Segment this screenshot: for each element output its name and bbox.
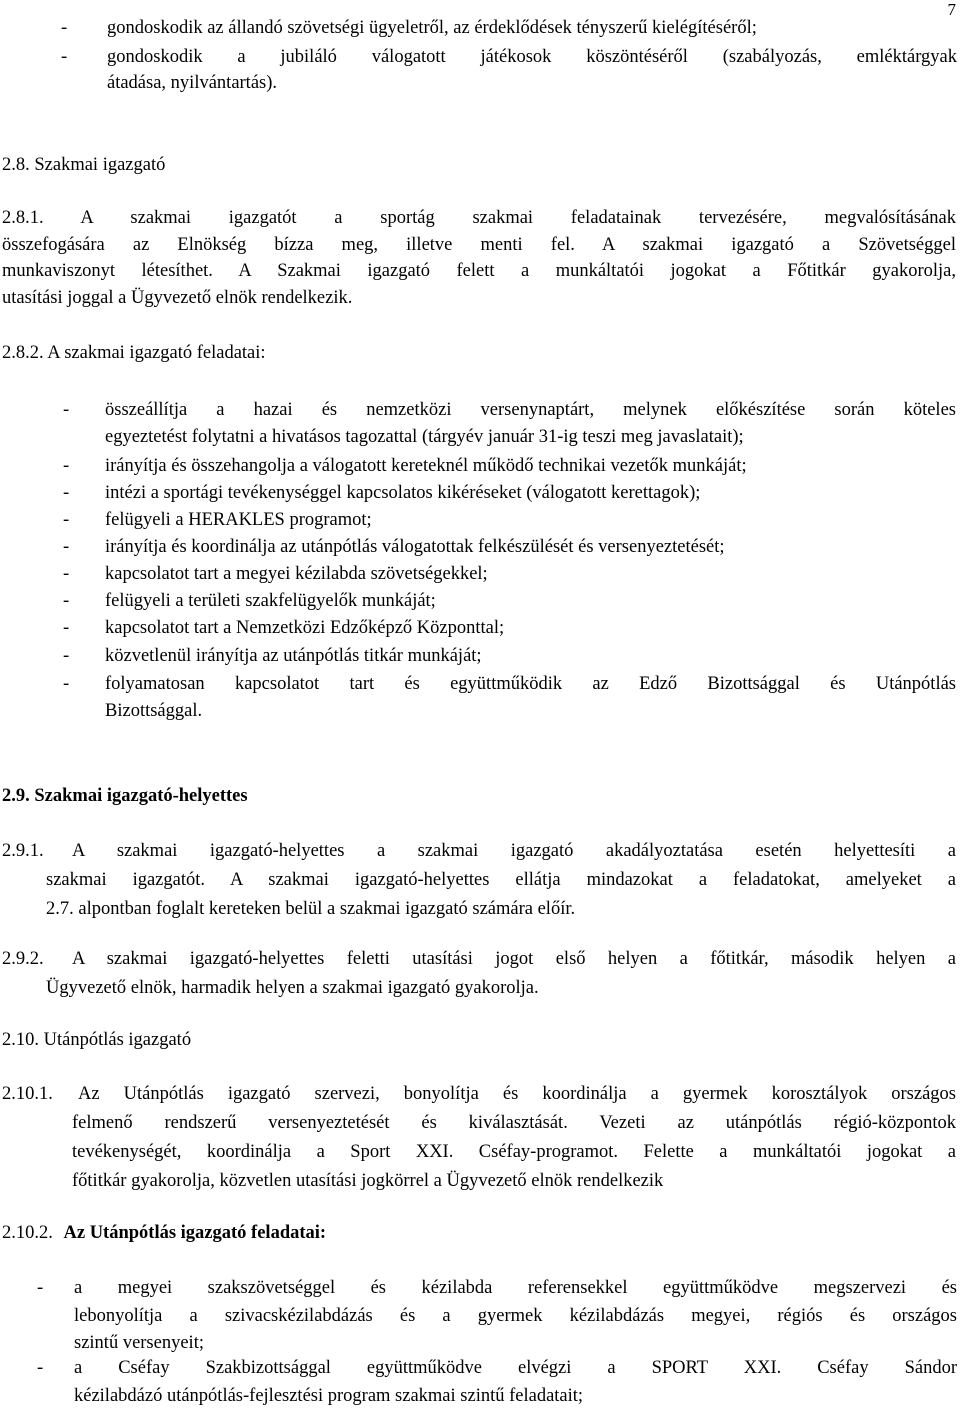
paragraph-line: tevékenységét, koordinálja a Sport XXI. Cséfay-programot. Felette a munkáltatói jogokat a [72,1142,956,1162]
list-item-line: folyamatosan kapcsolatot tart és együttműködik az Edző Bizottsággal és Utánpótlás [105,674,956,694]
list-item-text: gondoskodik az állandó szövetségi ügyeletről, az érdeklődések tényszerű kielégítéséről; [107,18,757,38]
list-item-line: szintű versenyeit; [74,1333,204,1353]
paragraph-line: Az Utánpótlás igazgató szervezi, bonyolítja és koordinálja a gyermek korosztályok országos [78,1084,956,1104]
list-item-text [74,1275,957,1358]
list-item [37,1275,957,1358]
list-item-line: Bizottsággal. [105,700,203,721]
list-dash: - [37,1358,44,1378]
list-item-text: közvetlenül irányítja az utánpótlás titkár munkáját; [105,646,482,666]
paragraph-2-9-2 [2,945,956,1003]
list-item [63,534,956,561]
list-dash: - [63,674,70,694]
list-dash: - [63,564,70,584]
list-item-text [105,671,956,724]
list-dash: - [61,18,68,38]
paragraph-number: 2.10.1. [2,1084,53,1104]
list-dash: - [61,47,68,67]
list-dash: - [63,618,70,638]
paragraph-number: 2.9.2. [2,949,44,969]
paragraph-line: főtitkár gyakorolja, közvetlen utasítási jogkörrel a Ügyvezető elnök rendelkezik [72,1171,664,1191]
list-item [63,643,956,670]
list-dash: - [63,456,70,476]
paragraph-line: 2.7. alpontban foglalt kereteken belül a szakmai igazgató számára előír. [46,899,576,919]
list-item [63,507,956,534]
paragraph-line: A szakmai igazgató-helyettes feletti utasítási jogot első helyen a főtitkár, második helyen a [72,949,956,969]
paragraph-number: 2.9.1. [2,841,44,861]
paragraph-line: utasítási joggal a Ügyvezető elnök rendelkezik. [2,287,353,308]
section-heading: 2.8. Szakmai igazgató [2,155,166,175]
list-dash: - [63,591,70,611]
list-item-text: kapcsolatot tart a megyei kézilabda szövetségekkel; [105,564,488,584]
subsection-heading: 2.8.2. A szakmai igazgató feladatai: [2,343,266,363]
list-item [63,588,956,615]
list-item [63,615,956,642]
list-dash: - [63,510,70,530]
list-dash: - [63,646,70,666]
list-item-line: összeállítja a hazai és nemzetközi versenynaptárt, melynek előkészítése során köteles [105,400,956,420]
list-item-line: a Cséfay Szakbizottsággal együttműködve elvégzi a SPORT XXI. Cséfay Sándor [74,1358,957,1378]
section-heading: 2.9. Szakmai igazgató-helyettes [2,786,248,806]
list-item [63,397,956,450]
list-item-line: a megyei szakszövetséggel és kézilabda referensekkel együttműködve megszervezi és [74,1278,957,1298]
list-item-line: lebonyolítja a szivacskézilabdázás és a gyermek kézilabdázás megyei, régiós és országos [74,1305,957,1326]
list-dash: - [63,483,70,503]
page-number: 7 [947,0,956,19]
paragraph-2-10-1 [2,1080,956,1196]
list-item-text [74,1355,957,1410]
list-item-line: gondoskodik a jubiláló válogatott játékosok köszöntéséről (szabályozás, emléktárgyak [107,47,957,67]
list-dash: - [63,400,70,420]
list-item-text [107,44,957,96]
paragraph-2-8-1 [2,205,956,311]
paragraph-line: A szakmai igazgató-helyettes a szakmai igazgató akadályoztatása esetén helyettesíti a [72,841,956,861]
paragraph-line: 2.8.1. A szakmai igazgatót a sportág szakmai feladatainak tervezésére, megvalósításának [2,208,956,228]
list-item-line: átadása, nyilvántartás). [107,73,278,93]
list-item-line: kézilabdázó utánpótlás-fejlesztési program szakmai szintű feladatait; [74,1385,584,1406]
paragraph-line: munkaviszonyt létesíthet. A Szakmai igazgató felett a munkáltatói jogokat a Főtitkár gyakorolja, [2,261,956,281]
list-dash: - [63,537,70,557]
paragraph-line: felmenő rendszerű versenyeztetését és kiválasztását. Vezeti az utánpótlás régió-központok [72,1113,956,1133]
subsection-title: Az Utánpótlás igazgató feladatai: [63,1223,327,1243]
list-item-text: irányítja és koordinálja az utánpótlás válogatottak felkészülését és versenyeztetését; [105,537,725,557]
list-item [63,480,956,507]
list-item [63,671,956,724]
list-item-line: egyeztetést folytatni a hivatásos tagozattal (tárgyév január 31-ig teszi meg javaslatait); [105,426,744,447]
list-item-text: irányítja és összehangolja a válogatott kereteknél működő technikai vezetők munkáját; [105,456,747,476]
list-item [63,561,956,588]
list-dash: - [37,1278,44,1298]
paragraph-2-9-1 [2,837,956,924]
paragraph-number: 2.10.2. [2,1223,53,1243]
list-item-text: intézi a sportági tevékenységgel kapcsolatos kikéréseket (válogatott kerettagok); [105,483,701,503]
list-item [61,15,957,41]
paragraph-line: Ügyvezető elnök, harmadik helyen a szakmai igazgató gyakorolja. [46,978,539,998]
list-item [63,453,956,480]
subsection-heading [2,1220,326,1246]
list-item [61,44,957,96]
list-item-text: felügyeli a területi szakfelügyelők munkáját; [105,591,436,611]
list-item-text: felügyeli a HERAKLES programot; [105,510,372,530]
list-item-text: kapcsolatot tart a Nemzetközi Edzőképző Központtal; [105,618,505,638]
list-item [37,1355,957,1410]
paragraph-line: összefogására az Elnökség bízza meg, illetve menti fel. A szakmai igazgató a Szövetséggel [2,234,956,255]
section-heading: 2.10. Utánpótlás igazgató [2,1030,192,1050]
list-item-text [105,397,956,450]
paragraph-line: szakmai igazgatót. A szakmai igazgató-helyettes ellátja mindazokat a feladatokat, amelyeket a [46,870,956,890]
